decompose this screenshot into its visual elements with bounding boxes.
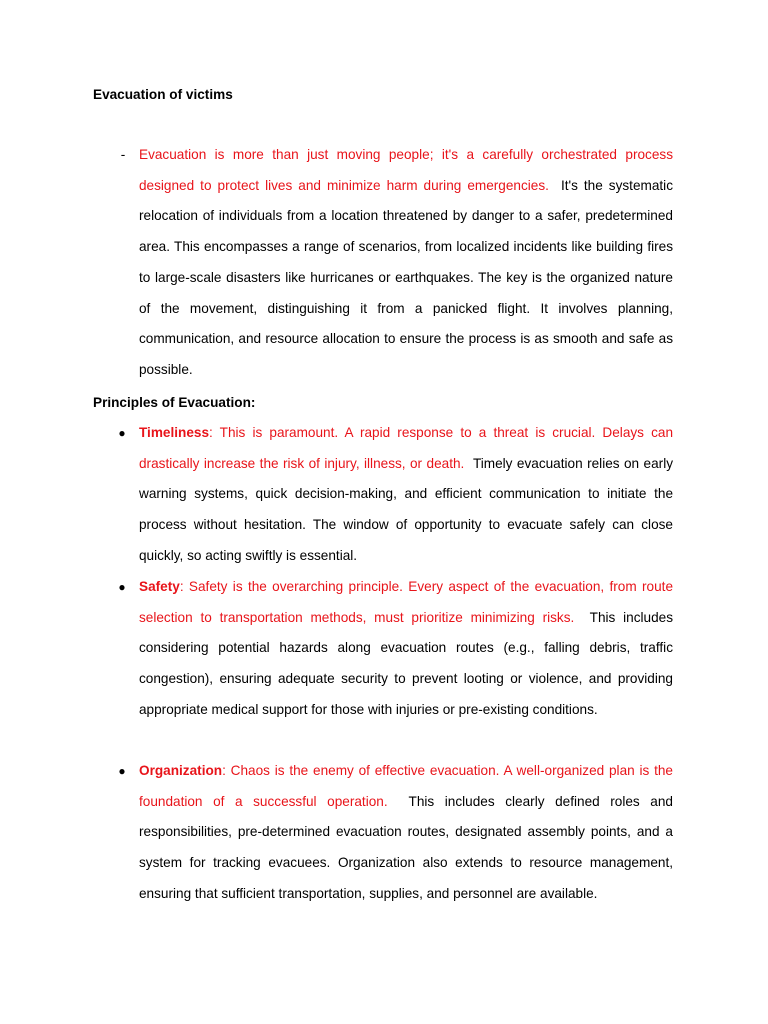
principle-item-organization bbox=[118, 756, 673, 910]
principle-item-timeliness bbox=[118, 418, 674, 572]
bullet-icon: ● bbox=[118, 580, 126, 594]
principle-item-safety bbox=[118, 572, 673, 726]
principles-heading: Principles of Evacuation: bbox=[93, 395, 256, 410]
principle-body-text: This includes considering potential hazards along evacuation routes (e.g., falling debris, traffic congestion), ensuring adequate security to prevent looting or violence, and providing appropriate medical support for those with injuries or pre-existing conditions. bbox=[139, 609, 673, 717]
document-title: Evacuation of victims bbox=[93, 87, 233, 102]
principle-term: Organization bbox=[139, 763, 223, 778]
principle-body-text: Timely evacuation relies on early warning systems, quick decision-making, and efficient communication to initiate the process without hesitation. The window of opportunity to evacuate safely can close quickly, so acting swiftly is essential. bbox=[139, 455, 674, 563]
dash-marker: - bbox=[120, 147, 126, 162]
intro-highlight-text: Evacuation is more than just moving people; it's a carefully orchestrated process designed to protect lives and minimize harm during emergencies. bbox=[139, 147, 673, 193]
principle-highlight-text: : This is paramount. A rapid response to a threat is crucial. Delays can drastically increase the risk of injury, illness, or death. bbox=[139, 425, 673, 471]
principle-highlight-text: : Chaos is the enemy of effective evacuation. A well-organized plan is the foundation of a successful operation. bbox=[139, 763, 673, 809]
principle-term: Timeliness bbox=[139, 425, 210, 440]
bullet-icon: ● bbox=[118, 764, 126, 778]
bullet-icon: ● bbox=[118, 426, 126, 440]
principle-term: Safety bbox=[139, 579, 180, 594]
principle-highlight-text: : Safety is the overarching principle. Every aspect of the evacuation, from route selection to transportation methods, must prioritize minimizing risks. bbox=[139, 579, 673, 625]
intro-body-text: It's the systematic relocation of individuals from a location threatened by danger to a safer, predetermined area. This encompasses a range of scenarios, from localized incidents like building fires to large-scale disasters like hurricanes or earthquakes. The key is the organized nature of the movement, distinguishing it from a panicked flight. It involves planning, communication, and resource allocation to ensure the process is as smooth and safe as possible. bbox=[139, 177, 673, 377]
intro-paragraph bbox=[120, 140, 673, 386]
principle-body-text: This includes clearly defined roles and responsibilities, pre-determined evacuation routes, designated assembly points, and a system for tracking evacuees. Organization also extends to resource management, ensuring that sufficient transportation, supplies, and personnel are available. bbox=[139, 793, 673, 901]
